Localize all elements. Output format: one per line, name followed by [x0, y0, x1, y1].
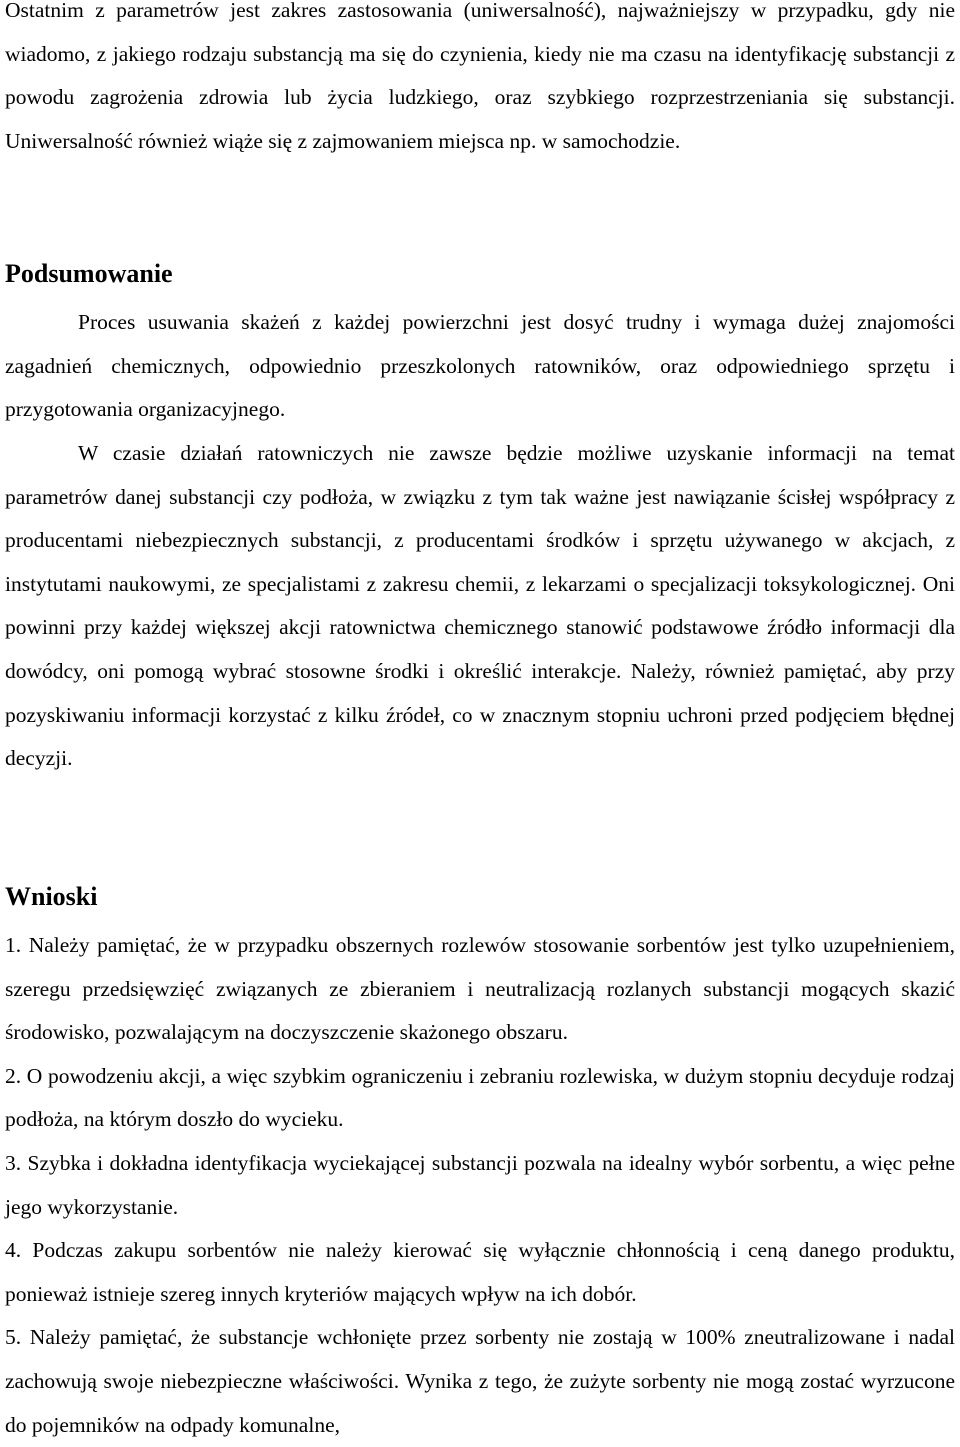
summary-heading: Podsumowanie — [5, 259, 173, 288]
conclusion-item-4: 4. Podczas zakupu sorbentów nie należy kierować się wyłącznie chłonnością i ceną danego produktu, ponieważ istnieje szereg innych kryteriów mających wpływ na ich dobór. — [5, 1238, 955, 1306]
conclusion-item-2: 2. O powodzeniu akcji, a więc szybkim ograniczeniu i zebraniu rozlewiska, w dużym stopniu decyduje rodzaj podłoża, na którym doszło do wycieku. — [5, 1063, 955, 1132]
conclusions-heading: Wnioski — [5, 882, 98, 911]
conclusion-item-5: 5. Należy pamiętać, że substancje wchłonięte przez sorbenty nie zostają w 100% zneutralizowane i nadal zachowują swoje niebezpieczne właściwości. Wynika z tego, że zużyte sorbenty nie mogą zostać wyrzucone do pojemników na odpady komunalne, — [5, 1325, 955, 1437]
conclusions-list — [5, 924, 955, 1447]
conclusion-item-3: 3. Szybka i dokładna identyfikacja wyciekającej substancji pozwala na idealny wybór sorbentu, a więc pełne jego wykorzystanie. — [5, 1150, 955, 1219]
conclusion-item-1: 1. Należy pamiętać, że w przypadku obszernych rozlewów stosowanie sorbentów jest tylko uzupełnieniem, szeregu przedsięwzięć związanych ze zbieraniem i neutralizacją rozlanych substancji mogących skazić środowisko, pozwalającym na doczyszczenie skażonego obszaru. — [5, 933, 955, 1045]
summary-paragraph-2: W czasie działań ratowniczych nie zawsze będzie możliwe uzyskanie informacji na temat parametrów danej substancji czy podłoża, w związku z tym tak ważne jest nawiązanie ścisłej współpracy z producentami niebezpiecznych substancji, z producentami środków i sprzętu używanego w akcjach, z instytutami naukowymi, ze specjalistami z zakresu chemii, z lekarzami o specjalizacji toksykologicznej. Oni powinni przy każdej większej akcji ratownictwa chemicznego stanowić podstawowe źródło informacji dla dowódcy, oni pomogą wybrać stosowne środki i określić interakcje. Należy, również pamiętać, aby przy pozyskiwaniu informacji korzystać z kilku źródeł, co w znacznym stopniu uchroni przed podjęciem błędnej decyzji. — [5, 441, 955, 771]
intro-paragraph: Ostatnim z parametrów jest zakres zastosowania (uniwersalność), najważniejszy w przypadku, gdy nie wiadomo, z jakiego rodzaju substancją ma się do czynienia, kiedy nie ma czasu na identyfikację substancji z powodu zagrożenia zdrowia lub życia ludzkiego, oraz szybkiego rozprzestrzeniania się substancji. Uniwersalność również wiąże się z zajmowaniem miejsca np. w samochodzie. — [5, 0, 955, 153]
summary-paragraph-1: Proces usuwania skażeń z każdej powierzchni jest dosyć trudny i wymaga dużej znajomości zagadnień chemicznych, odpowiednio przeszkolonych ratowników, oraz odpowiedniego sprzętu i przygotowania organizacyjnego. — [5, 310, 955, 422]
